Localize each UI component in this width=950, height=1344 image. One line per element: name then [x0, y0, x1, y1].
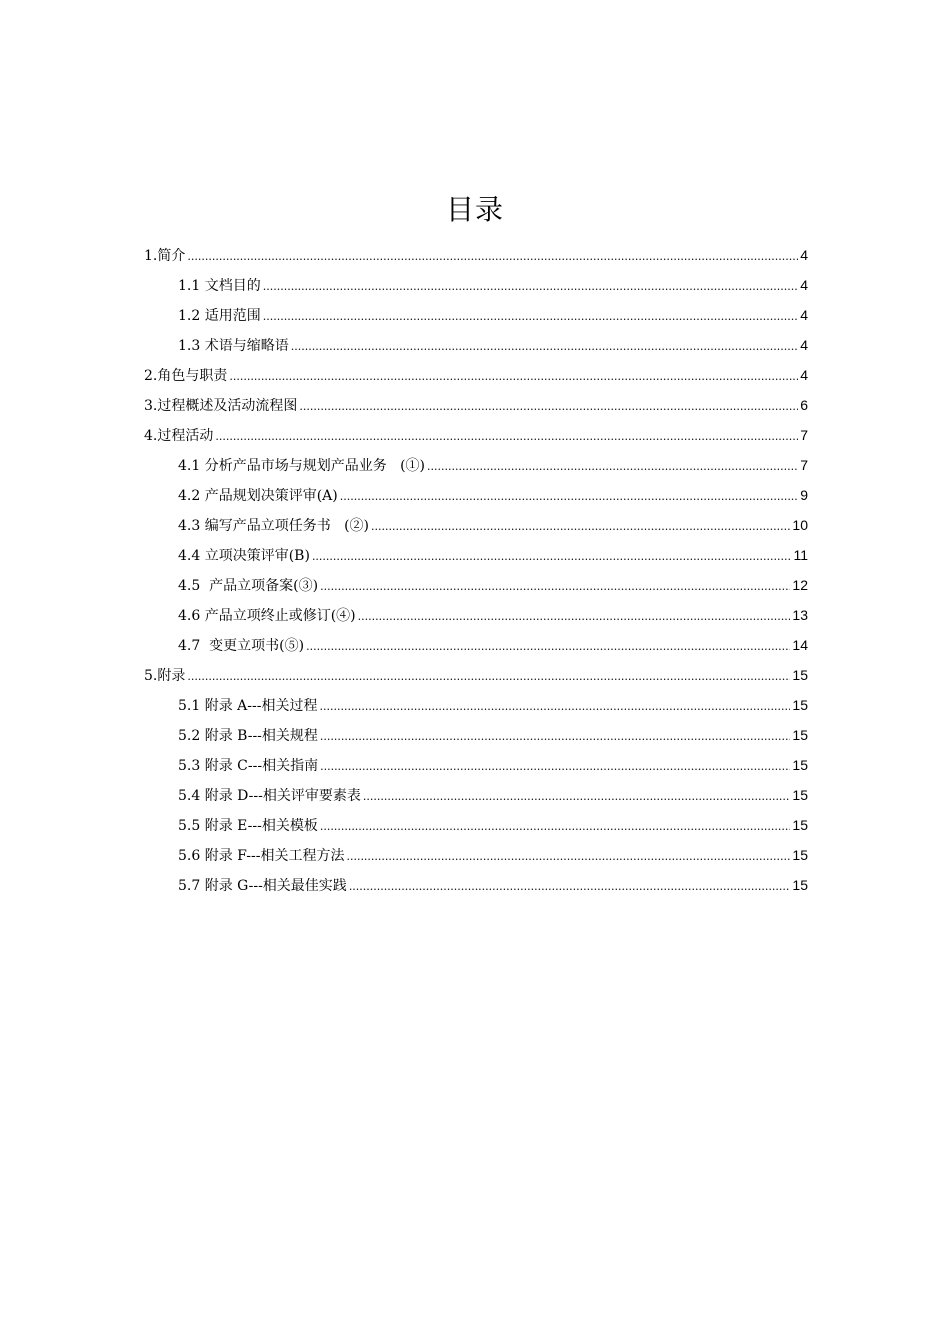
toc-entry[interactable] [144, 690, 808, 720]
toc-entry[interactable] [144, 300, 808, 330]
toc-dot-leader [320, 722, 791, 752]
toc-entry[interactable] [144, 420, 808, 450]
toc-entry[interactable] [144, 240, 808, 270]
toc-dot-leader [263, 272, 798, 302]
toc-entry-page-number: 15 [792, 877, 808, 893]
toc-dot-leader [349, 872, 791, 902]
toc-entry[interactable] [144, 480, 808, 510]
toc-entry[interactable] [144, 330, 808, 360]
toc-entry[interactable] [144, 840, 808, 870]
toc-entry-page-number: 7 [800, 457, 808, 473]
toc-entry[interactable] [144, 510, 808, 540]
toc-entry-label: 5.7 附录 G---相关最佳实践 [178, 878, 347, 894]
toc-dot-leader [187, 662, 790, 692]
toc-dot-leader [320, 572, 790, 602]
toc-dot-leader [263, 302, 798, 332]
toc-entry-page-number: 4 [800, 367, 808, 383]
toc-dot-leader [371, 512, 790, 542]
toc-entry-page-number: 11 [793, 547, 808, 563]
toc-entry[interactable] [144, 450, 808, 480]
toc-list [144, 240, 808, 900]
toc-entry-label: 1.1 文档目的 [178, 278, 261, 294]
toc-dot-leader [319, 692, 790, 722]
toc-entry-page-number: 4 [800, 337, 808, 353]
toc-dot-leader [427, 452, 798, 482]
toc-entry-label: 4.2 产品规划决策评审(A) [178, 488, 338, 504]
toc-entry-label: 1.3 术语与缩略语 [178, 338, 289, 354]
toc-entry-page-number: 10 [792, 517, 808, 533]
toc-dot-leader [299, 392, 798, 422]
toc-entry[interactable] [144, 390, 808, 420]
toc-entry-label: 2.角色与职责 [144, 368, 228, 384]
toc-dot-leader [320, 812, 791, 842]
toc-dot-leader [358, 602, 791, 632]
toc-dot-leader [215, 422, 798, 452]
toc-dot-leader [363, 782, 791, 812]
toc-entry-label: 4.1 分析产品市场与规划产品业务 (①) [178, 458, 425, 474]
toc-entry[interactable] [144, 570, 808, 600]
toc-entry-page-number: 6 [800, 397, 808, 413]
toc-entry-page-number: 15 [792, 817, 808, 833]
toc-entry-page-number: 15 [792, 727, 808, 743]
toc-entry-page-number: 4 [800, 247, 808, 263]
toc-entry-label: 4.5 产品立项备案(③) [178, 578, 319, 594]
toc-entry-page-number: 15 [792, 847, 808, 863]
toc-entry[interactable] [144, 870, 808, 900]
toc-title: 目录 [445, 193, 504, 226]
toc-entry-label: 5.2 附录 B---相关规程 [178, 728, 318, 744]
toc-entry-page-number: 4 [800, 307, 808, 323]
toc-entry[interactable] [144, 600, 808, 630]
toc-entry-page-number: 13 [792, 607, 808, 623]
toc-entry-label: 4.7 变更立项书(⑤) [178, 638, 305, 654]
toc-entry-page-number: 9 [800, 487, 808, 503]
toc-entry[interactable] [144, 540, 808, 570]
toc-entry-label: 1.2 适用范围 [178, 308, 261, 324]
toc-dot-leader [340, 482, 798, 512]
toc-entry-page-number: 15 [792, 757, 808, 773]
toc-entry-label: 5.3 附录 C---相关指南 [178, 758, 319, 774]
toc-dot-leader [187, 242, 798, 272]
toc-entry-page-number: 7 [800, 427, 808, 443]
toc-entry[interactable] [144, 720, 808, 750]
toc-entry[interactable] [144, 780, 808, 810]
toc-entry[interactable] [144, 810, 808, 840]
toc-dot-leader [229, 362, 798, 392]
toc-entry-page-number: 15 [792, 787, 808, 803]
toc-entry-label: 5.5 附录 E---相关模板 [178, 818, 318, 834]
toc-entry[interactable] [144, 270, 808, 300]
toc-entry-page-number: 4 [800, 277, 808, 293]
toc-entry-page-number: 15 [792, 697, 808, 713]
toc-dot-leader [346, 842, 790, 872]
toc-entry-label: 5.附录 [144, 668, 186, 684]
toc-entry-page-number: 12 [792, 577, 808, 593]
toc-entry-label: 4.4 立项决策评审(B) [178, 548, 310, 564]
toc-entry-label: 5.4 附录 D---相关评审要素表 [178, 788, 361, 804]
toc-dot-leader [312, 542, 792, 572]
toc-entry[interactable] [144, 660, 808, 690]
toc-dot-leader [291, 332, 798, 362]
toc-entry-label: 5.6 附录 F---相关工程方法 [178, 848, 345, 864]
toc-entry[interactable] [144, 630, 808, 660]
toc-entry-label: 1.简介 [144, 248, 186, 264]
toc-entry-label: 5.1 附录 A---相关过程 [178, 698, 318, 714]
toc-entry-label: 3.过程概述及活动流程图 [144, 398, 298, 414]
toc-entry-page-number: 14 [792, 637, 808, 653]
toc-entry[interactable] [144, 750, 808, 780]
toc-entry[interactable] [144, 360, 808, 390]
toc-entry-page-number: 15 [792, 667, 808, 683]
toc-dot-leader [320, 752, 790, 782]
toc-entry-label: 4.过程活动 [144, 428, 214, 444]
toc-dot-leader [306, 632, 790, 662]
toc-entry-label: 4.3 编写产品立项任务书 (②) [178, 518, 369, 534]
toc-entry-label: 4.6 产品立项终止或修订(④) [178, 608, 356, 624]
